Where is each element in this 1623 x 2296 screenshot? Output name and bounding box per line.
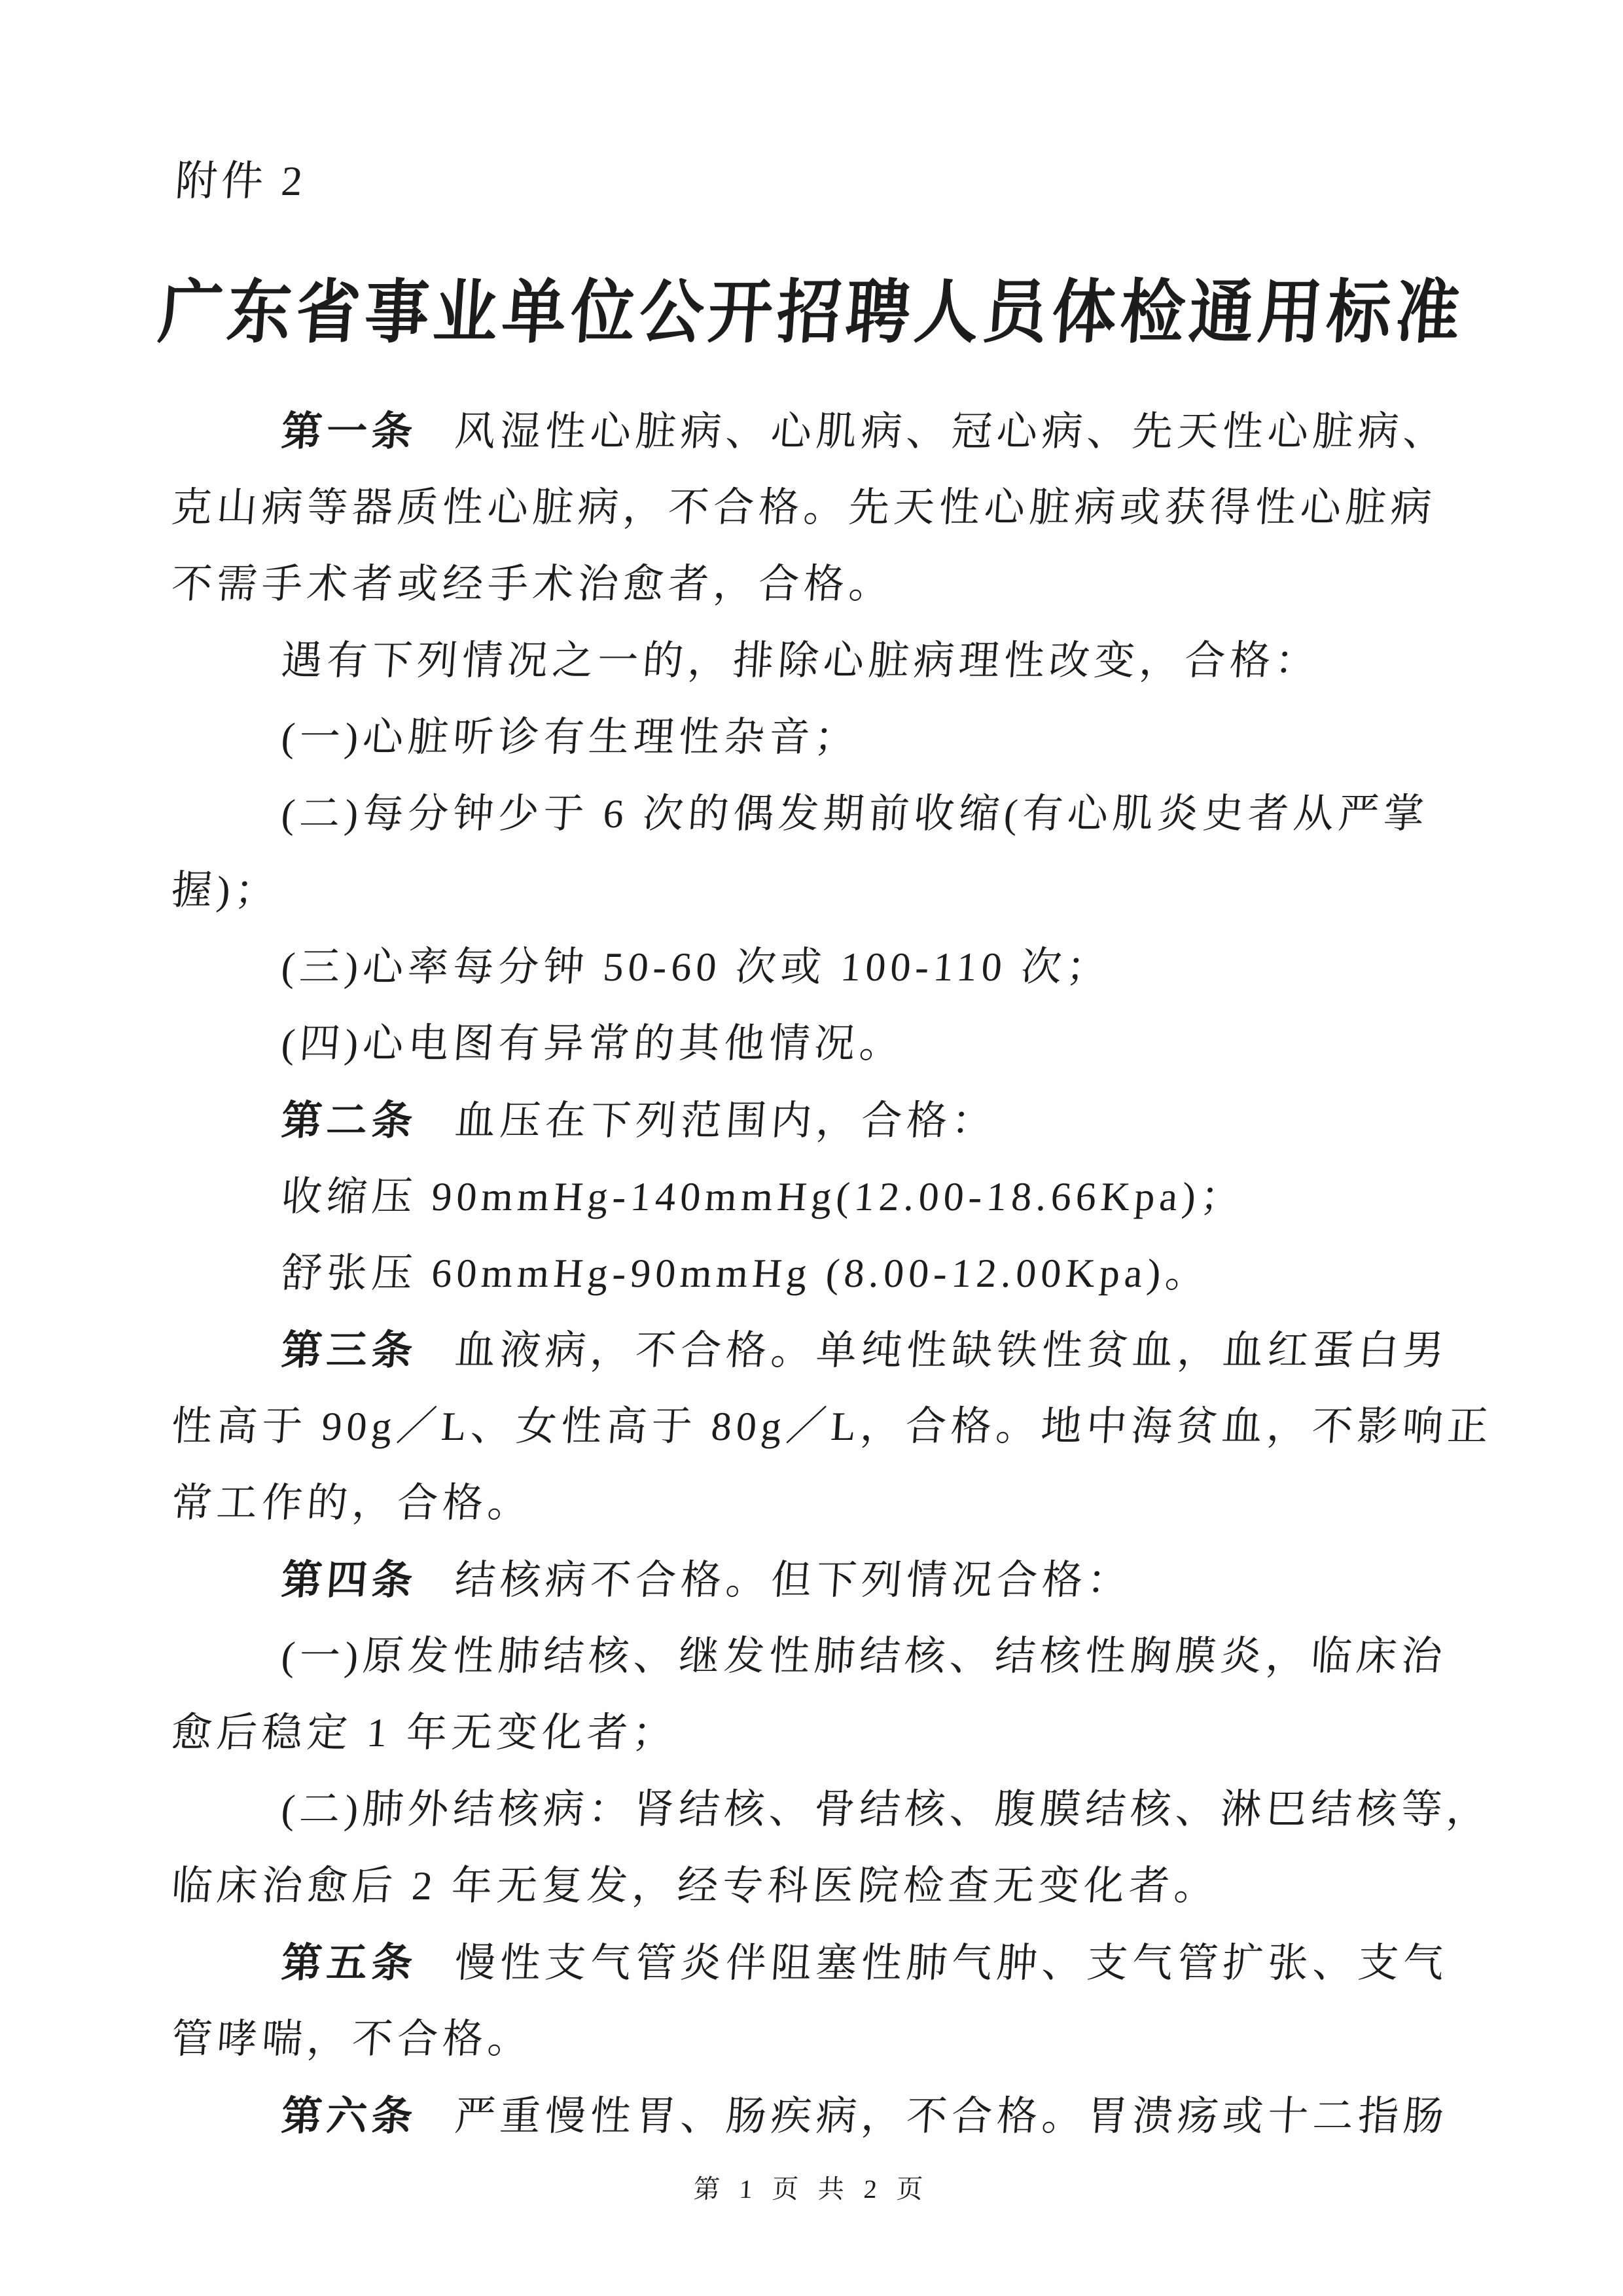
line-text: 风湿性心脏病、心肌病、冠心病、先天性心脏病、 [453, 410, 1450, 454]
line-text: 遇有下列情况之一的，排除心脏病理性改变，合格： [279, 639, 1322, 683]
line-text: 克山病等器质性心脏病，不合格。先天性心脏病或获得性心脏病 [169, 486, 1438, 530]
article-heading: 第三条 [279, 1328, 419, 1373]
article-heading: 第五条 [279, 1941, 419, 1986]
line-text: 血液病，不合格。单纯性缺铁性贫血，血红蛋白男 [453, 1329, 1450, 1373]
line-text: 性高于 90g／L、女性高于 80g／L，合格。地中海贫血，不影响正 [169, 1405, 1495, 1449]
document-body [169, 393, 1495, 2155]
article-heading: 第四条 [279, 1558, 419, 1603]
line-text: (四)心电图有异常的其他情况。 [279, 1022, 906, 1066]
document-line [169, 1695, 1462, 1772]
line-text: 慢性支气管炎伴阻塞性肺气肿、支气管扩张、支气 [453, 1941, 1450, 1986]
document-line [169, 1619, 1462, 1695]
document-line [169, 2001, 1462, 2078]
line-text: 握)； [169, 869, 282, 913]
line-text: 血压在下列范围内，合格： [453, 1099, 999, 1143]
document-line [169, 700, 1462, 776]
document-line [169, 1006, 1462, 1083]
line-text: (三)心率每分钟 50-60 次或 100-110 次； [279, 945, 1113, 990]
document-line [169, 1848, 1462, 1925]
page-number: 第 1 页 共 2 页 [692, 2174, 931, 2204]
article-heading: 第一条 [279, 409, 419, 454]
line-text: 舒张压 60mmHg-90mmHg (8.00-12.00Kpa)。 [279, 1251, 1212, 1296]
article-heading: 第六条 [279, 2094, 419, 2139]
attachment-label: 附件 2 [173, 158, 308, 204]
line-text: 收缩压 90mmHg-140mmHg(12.00-18.66Kpa)； [279, 1175, 1247, 1219]
document-line [169, 623, 1462, 700]
line-text: 不需手术者或经手术治愈者，合格。 [169, 562, 896, 607]
line-text: (二)每分钟少于 6 次的偶发期前收缩(有心肌炎史者从严掌 [279, 792, 1431, 836]
document-line [169, 1542, 1462, 1619]
document-line [169, 547, 1462, 623]
document-line [169, 1772, 1493, 1848]
document-line [169, 2078, 1462, 2155]
line-text: 临床治愈后 2 年无复发，经专科医院检查无变化者。 [169, 1864, 1221, 1909]
document-line [169, 1083, 1462, 1159]
document-line [169, 1312, 1462, 1389]
line-text: 常工作的，合格。 [169, 1481, 535, 1526]
document-line [169, 1389, 1495, 1465]
line-text: 严重慢性胃、肠疾病，不合格。胃溃疡或十二指肠 [453, 2094, 1450, 2139]
document-line [169, 776, 1462, 853]
line-text: 管哮喘，不合格。 [169, 2017, 535, 2062]
document-line [169, 929, 1462, 1006]
article-heading: 第二条 [279, 1098, 419, 1143]
line-text: 结核病不合格。但下列情况合格： [453, 1558, 1134, 1603]
line-text: (一)心脏听诊有生理性杂音； [279, 715, 861, 760]
document-line [169, 393, 1462, 470]
document-line [169, 1465, 1462, 1542]
document-line [169, 853, 1462, 929]
line-text: (一)原发性肺结核、继发性肺结核、结核性胸膜炎，临床治 [279, 1634, 1448, 1679]
document-line [169, 470, 1462, 547]
line-text: 愈后稳定 1 年无变化者； [169, 1711, 679, 1755]
document-title: 广东省事业单位公开招聘人员体检通用标准 [156, 273, 1467, 351]
document-line [169, 1236, 1462, 1312]
document-line [169, 1925, 1462, 2001]
line-text: (二)肺外结核病：肾结核、骨结核、腹膜结核、淋巴结核等， [279, 1787, 1493, 1832]
document-line [169, 1159, 1462, 1236]
